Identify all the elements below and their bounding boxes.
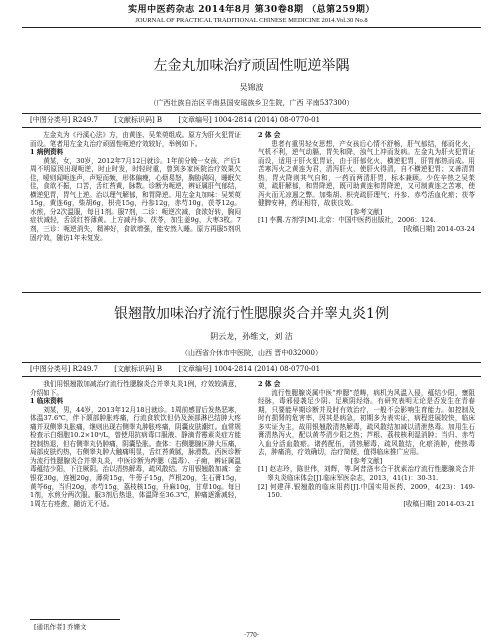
article1-meta	[30, 115, 474, 125]
references-heading: [参考文献]	[350, 456, 383, 465]
header-rule	[22, 27, 481, 28]
section-heading: 1 病例资料	[30, 148, 64, 157]
article1-clc: [中图分类号] R249.7	[30, 116, 98, 124]
paragraph: 患者有重男轻女思想，产女孩后心情不舒畅，肝气郁结，郁而化火，气机不利，逆气动膈，胃失和降，浊气上冲而发病。左金丸为肝火犯胃证而设，适用于肝火犯胃证，由于肝郁化火，横逆犯胃，肝胃郁热而成。用苦寒泻火之黄连为君，清泻肝火，使肝火得清，自不横逆犯胃；又善清胃热，胃火降则其气自和，一药而两清肝胃，标本兼顾。少佐辛热之吴茱萸，疏肝解郁，和胃降逆，既可助黄连和胃降逆，又可制黄连之苦寒，使泻火而无凉遏之弊。加柴胡、枳壳疏肝理气；丹参、赤芍活血化瘀；茯苓健脾安神，药证相符，故获良效。	[258, 139, 475, 208]
article2-meta-rule-top	[22, 362, 481, 363]
article1-author: 吴锦波	[239, 83, 264, 92]
article2-meta	[30, 364, 474, 374]
section-heading: 2 体 会	[258, 131, 281, 139]
article-separator	[22, 292, 481, 293]
article1-right-column	[258, 131, 475, 287]
paragraph: 左金丸为《丹溪心法》方，由黄连、吴茱萸组成。原方为肝火犯胃证而设。笔者用左金丸治疗顽固性呃逆疗效较好，举例如下。	[30, 131, 241, 148]
section-heading: 2 体 会	[258, 380, 281, 388]
article1-meta-rule-bottom	[22, 127, 481, 128]
article1-title: 左金丸加味治疗顽固性呃逆举隅	[153, 58, 350, 74]
article2-doc-code: [文献标识码] B	[114, 365, 163, 373]
received-date: [收稿日期] 2014-03-24	[403, 225, 475, 234]
article1-doc-code: [文献标识码] B	[114, 116, 163, 124]
paragraph: 流行性腮腺炎属中医“痄腮”范畴，病机为风温入侵，蕴结少阳，壅阻经脉，毒邪侵袭足少阴、足厥阴经络。有研究表明无论是否发生在青春期，只要能早期诊断并及时有效治疗，一般不会影响生育能力。如控制及时有损肾的危害率，因其是病急，初期多为表实证，病程进展较快，临床多实证为主，故用银翘散清热解毒，疏风散结加减以清泄热毒。加用生石膏清热泻火，配以黄芩清少阳之热；芦根、荔枝核利湿消肿；当归、赤芍入血分活血散瘀。诸药配伍，清热解毒，疏风散结，化瘀消肿，使热毒去，肿痛消，疗效确切，治疗简便，值得临床推广应用。	[258, 388, 475, 457]
page-number: ·770·	[243, 631, 260, 639]
article2-title: 银翘散加味治疗流行性腮腺炎合并睾丸炎1例	[114, 306, 389, 322]
section-heading: 1 临床资料	[30, 397, 64, 406]
article2-author: 阴云龙，孙维文，刘 洁	[210, 332, 293, 341]
article2-meta-rule-bottom	[22, 376, 481, 377]
paragraph: 我们用银翘散加减治疗流行性腮腺炎合并睾丸炎1例，疗效较满意，介绍如下。	[30, 380, 241, 397]
article2-clc: [中图分类号] R249.7	[30, 365, 98, 373]
footnote-rule	[30, 619, 120, 620]
journal-header	[0, 4, 503, 25]
references-heading: [参考文献]	[350, 207, 383, 216]
article2-article-id: [文章编号] 1004-2814 (2014) 08-0770-01	[178, 365, 321, 373]
article2-left-column	[30, 380, 241, 606]
reference-item: [1] 李冀.方剂学[M].北京：中国中医药出版社，2006：124.	[258, 216, 436, 225]
paragraph: 刘某，男，44岁，2013年12月18日就诊。1周前感冒后发热恶寒，体温37.6℃，伴下颌部肿胀疼痛，行流食软饮但仍及颈部淋巴结肿大疼痛并双侧睾丸胀痛，继则出现右侧睾丸肿胀疼痛，阴囊皮肤潮红。血常规检查示白细胞10.2×10⁹/L，曾使用抗病毒口服液、静滴青霉素炎症方能控制热退，但右侧睾丸仍肿痛，阴囊坠胀。查体：右侧腮腺区肿大压痛，局部皮肤灼热，右侧睾丸肿大触痛明显，舌红苔黄腻，脉滑数。西医诊断为流行性腮腺炎合并睾丸炎，中医诊断为痄腮（温毒）、子痈，辨证属温毒蕴结少阳，下注厥阴。治以清热解毒，疏风散结。方用银翘散加减：金银花30g，连翘20g，薄荷15g，牛蒡子15g，芦根20g，生石膏15g，黄芩6g，当归20g，赤芍15g，荔枝核15g，升麻10g，甘草10g。每日1剂，水煎分两次服。服3剂后热退，体温降至36.3℃，肿痛逐渐减轻，1周左右痊愈，随访无不适。	[30, 405, 241, 508]
received-date: [收稿日期] 2014-03-21	[403, 499, 475, 508]
corresponding-author: [通讯作者] 乔姗文	[34, 623, 87, 631]
reference-item: [2] 何建萍.银翘散的临床用药[J].中国实用医药，2009，4(23)：149-150.	[258, 482, 475, 500]
reference-item: [1] 赵志玲，陈世伟，刘辉，等.阿昔洛韦合干扰素治疗流行性腮腺炎合并睾丸炎临床体会[J].临床军医杂志，2013，41(1)：30-31.	[258, 465, 475, 483]
article1-meta-rule-top	[22, 113, 481, 114]
article2-affiliation: （山西省介休市中医院，山西 晋中032000）	[181, 349, 322, 357]
article1-affiliation: （广西壮族自治区平南县国安瑶族乡卫生院，广西 平南537300）	[149, 99, 354, 107]
paragraph: 黄某，女，30岁，2012年7月12日就诊。1年前分娩一女孩，产后1周不明原因出现呃逆，时止时发，时轻时重，曾到多家医院治疗效果欠佳，嗳则闻呃连声，声短而频，形体偏瘦，心烦易怒，胸胁满闷，睡眠欠佳，食欲不振，口苦，舌红苔黄，脉数。诊断为呃逆，辨证属肝气郁结，横逆犯胃，胃气上逆。治以理气解郁，和胃降逆。用左金丸加味：吴茱萸15g，黄连6g，柴胡6g，枳壳15g，丹参12g，赤芍10g，茯苓12g。水煎，分2次温服，每日1剂。服7剂，二诊：呃逆次减，食欲好转，胸闷症状减轻，舌淡红苔薄黄。上方减丹参、茯苓，加生姜9g，大枣3枚。7剂，三诊：呃逆消失，精神好，食欲增强，能安然入睡。原方再服5剂巩固疗效，随访1年未复发。	[30, 156, 241, 242]
article1-article-id: [文章编号] 1004-2814 (2014) 08-0770-01	[178, 116, 321, 124]
article2-right-column	[258, 380, 475, 606]
article1-left-column	[30, 131, 241, 287]
journal-title-en: JOURNAL OF PRACTICAL TRADITIONAL CHINESE MEDICINE 2014.Vol.30 No.8	[135, 17, 368, 24]
journal-title-cn: 实用中医药杂志 2014年8月 第30卷8期 （总第259期）	[128, 5, 375, 15]
